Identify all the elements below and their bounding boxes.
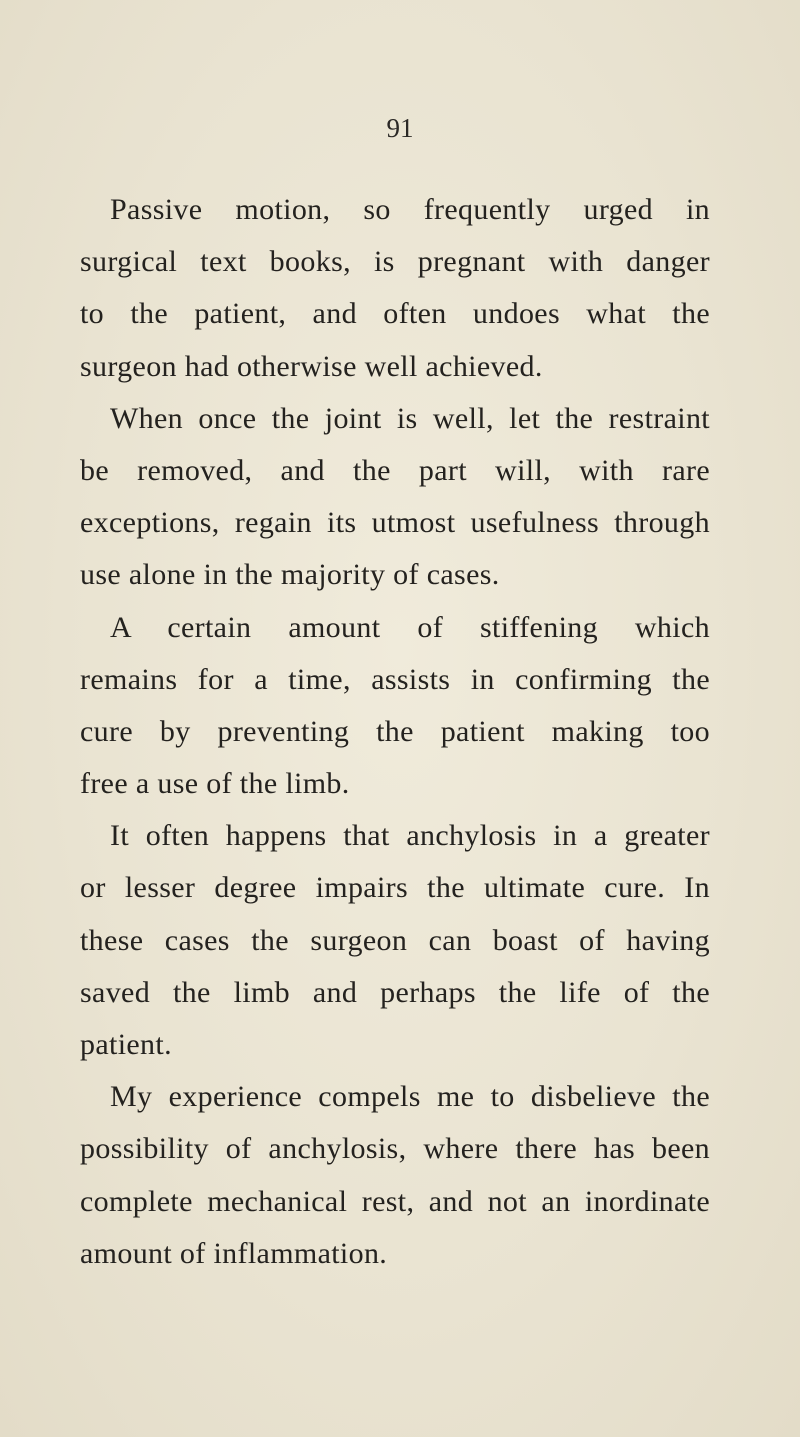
text-line: exceptions, regain its utmost usefulness through <box>80 506 710 540</box>
text-line: to the patient, and often undoes what the <box>80 297 710 331</box>
paragraph <box>80 393 710 602</box>
paragraph <box>80 602 710 811</box>
text-line: or lesser degree impairs the ultimate cure. In <box>80 871 710 905</box>
paragraph <box>80 810 710 1071</box>
text-line: possibility of anchylosis, where there has been <box>80 1132 710 1166</box>
text-line: surgical text books, is pregnant with danger <box>80 245 710 279</box>
text-line: remains for a time, assists in confirming the <box>80 662 710 696</box>
text-line: surgeon had otherwise well achieved. <box>80 349 543 383</box>
text-line: It often happens that anchylosis in a greater <box>110 819 710 853</box>
page-number: 91 <box>386 113 414 143</box>
text-line: amount of inflammation. <box>80 1236 388 1270</box>
text-line: My experience compels me to disbelieve the <box>110 1080 710 1114</box>
text-line: use alone in the majority of cases. <box>80 558 500 592</box>
text-line: patient. <box>80 1028 172 1061</box>
text-line: When once the joint is well, let the restraint <box>110 401 710 435</box>
text-line: saved the limb and perhaps the life of the <box>80 975 710 1009</box>
paragraph <box>80 1071 710 1280</box>
text-line: be removed, and the part will, with rare <box>80 453 710 487</box>
paragraph <box>80 184 710 393</box>
text-line: A certain amount of stiffening which <box>110 610 710 644</box>
text-line: complete mechanical rest, and not an inordinate <box>80 1184 710 1218</box>
text-line: cure by preventing the patient making too <box>80 714 710 748</box>
text-line: free a use of the limb. <box>80 767 350 801</box>
text-line: these cases the surgeon can boast of having <box>80 923 710 957</box>
text-line: Passive motion, so frequently urged in <box>110 193 710 226</box>
body-text <box>80 184 710 1280</box>
